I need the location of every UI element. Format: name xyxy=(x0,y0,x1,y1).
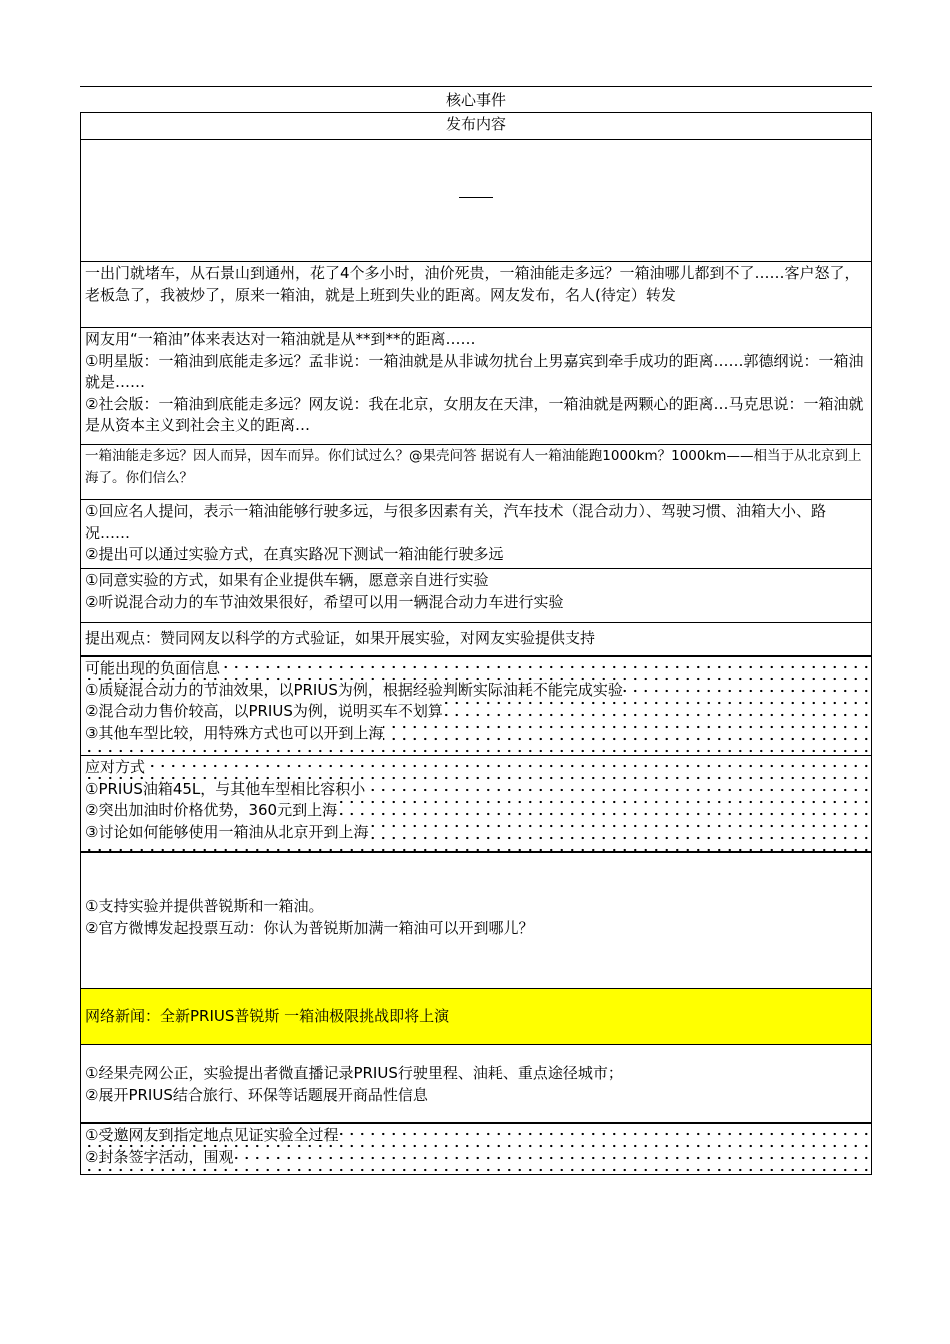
negative-line xyxy=(85,723,867,745)
blank-dash-marker xyxy=(459,197,493,198)
question-row xyxy=(81,445,871,500)
origin-row xyxy=(81,262,871,328)
countermeasures-line-text: ①PRIUS油箱45L，与其他车型相比容积小 xyxy=(85,779,366,798)
countermeasures-line xyxy=(85,822,867,844)
guokr-line: ②展开PRIUS结合旅行、环保等话题展开商品性信息 xyxy=(85,1085,428,1104)
onsite-line-text: ①受邀网友到指定地点见证实验全过程 xyxy=(85,1126,339,1144)
negative-line xyxy=(85,658,867,680)
negative-line-text: ③其他车型比较，用特殊方式也可以开到上海 xyxy=(85,723,384,742)
response-line: ②提出可以通过实验方式，在真实路况下测试一箱油能行驶多远 xyxy=(85,545,504,563)
spread-line: ①明星版：一箱油到底能走多远？孟非说：一箱油就是从非诚勿扰台上男嘉宾到牵手成功的距离……郭德纲说：一箱油就是…… xyxy=(85,351,864,391)
celebrity-row xyxy=(81,569,871,623)
negative-line-text: ②混合动力售价较高，以PRIUS为例，说明买车不划算 xyxy=(85,702,443,720)
onsite-row xyxy=(81,1124,871,1174)
negative-row xyxy=(81,657,871,756)
viewpoint-row xyxy=(81,623,871,657)
news-row xyxy=(81,989,871,1045)
negative-line xyxy=(85,701,867,723)
countermeasures-line xyxy=(85,779,867,801)
page-title: 核心事件 xyxy=(445,91,506,109)
celebrity-line: ②听说混合动力的车节油效果很好，希望可以用一辆混合动力车进行实验 xyxy=(85,592,564,611)
countermeasures-line-text: ③讨论如何能够使用一箱油从北京开到上海 xyxy=(85,822,369,841)
negative-line xyxy=(85,680,867,702)
countermeasures-line xyxy=(85,800,867,822)
viewpoint-text: 提出观点：赞同网友以科学的方式验证，如果开展实验，对网友实验提供支持 xyxy=(85,629,596,647)
response-row xyxy=(81,500,871,569)
blank-row xyxy=(81,140,871,262)
onsite-line xyxy=(85,1125,867,1147)
guokr-row xyxy=(81,1045,871,1124)
onsite-line xyxy=(85,1147,867,1169)
content-table xyxy=(80,112,872,1175)
guokr-line: ①经果壳网公正，实验提出者微直播记录PRIUS行驶里程、油耗、重点途径城市； xyxy=(85,1064,623,1082)
table-heading: 发布内容 xyxy=(445,115,506,133)
onsite-line-text: ②封条签字活动，围观 xyxy=(85,1147,234,1166)
support-row xyxy=(81,853,871,989)
support-line: ②官方微博发起投票互动：你认为普锐斯加满一箱油可以开到哪儿？ xyxy=(85,918,534,937)
countermeasures-line xyxy=(85,757,867,779)
countermeasures-row xyxy=(81,756,871,853)
spread-line: ②社会版：一箱油到底能走多远？网友说：我在北京，女朋友在天津，一箱油就是两颗心的距离…马克思说：一箱油就是从资本主义到社会主义的距离… xyxy=(85,394,864,434)
news-text: 网络新闻：全新PRIUS普锐斯 一箱油极限挑战即将上演 xyxy=(85,1007,450,1025)
origin-text: 一出门就堵车，从石景山到通州，花了4个多小时，油价死贵，一箱油能走多远？一箱油哪儿都到不了……客户怒了，老板急了，我被炒了，原来一箱油，就是上班到失业的距离。网友发布，名人(待定）转发 xyxy=(85,264,860,304)
countermeasures-line-text: ②突出加油时价格优势，360元到上海 xyxy=(85,801,338,819)
celebrity-line: ①同意实验的方式，如果有企业提供车辆，愿意亲自进行实验 xyxy=(85,571,489,589)
table-heading-row xyxy=(81,113,871,140)
spread-row xyxy=(81,328,871,445)
spread-line: 网友用“一箱油”体来表达对一箱油就是从**到**的距离…… xyxy=(85,330,476,348)
negative-line-text: ①质疑混合动力的节油效果，以PRIUS为例，根据经验判断实际油耗不能完成实验 xyxy=(85,680,623,699)
negative-line-text: 可能出现的负面信息 xyxy=(85,659,221,677)
top-rule xyxy=(80,86,872,87)
response-line: ①回应名人提问，表示一箱油能够行驶多远，与很多因素有关，汽车技术（混合动力）、驾驶习惯、油箱大小、路况…… xyxy=(85,502,826,542)
question-text: 一箱油能走多远？因人而异，因车而异。你们试过么？@果壳问答 据说有人一箱油能跑1000km？1000km——相当于从北京到上海了。你们信么？ xyxy=(85,448,862,486)
support-line: ①支持实验并提供普锐斯和一箱油。 xyxy=(85,897,324,915)
countermeasures-line-text: 应对方式 xyxy=(85,758,146,776)
